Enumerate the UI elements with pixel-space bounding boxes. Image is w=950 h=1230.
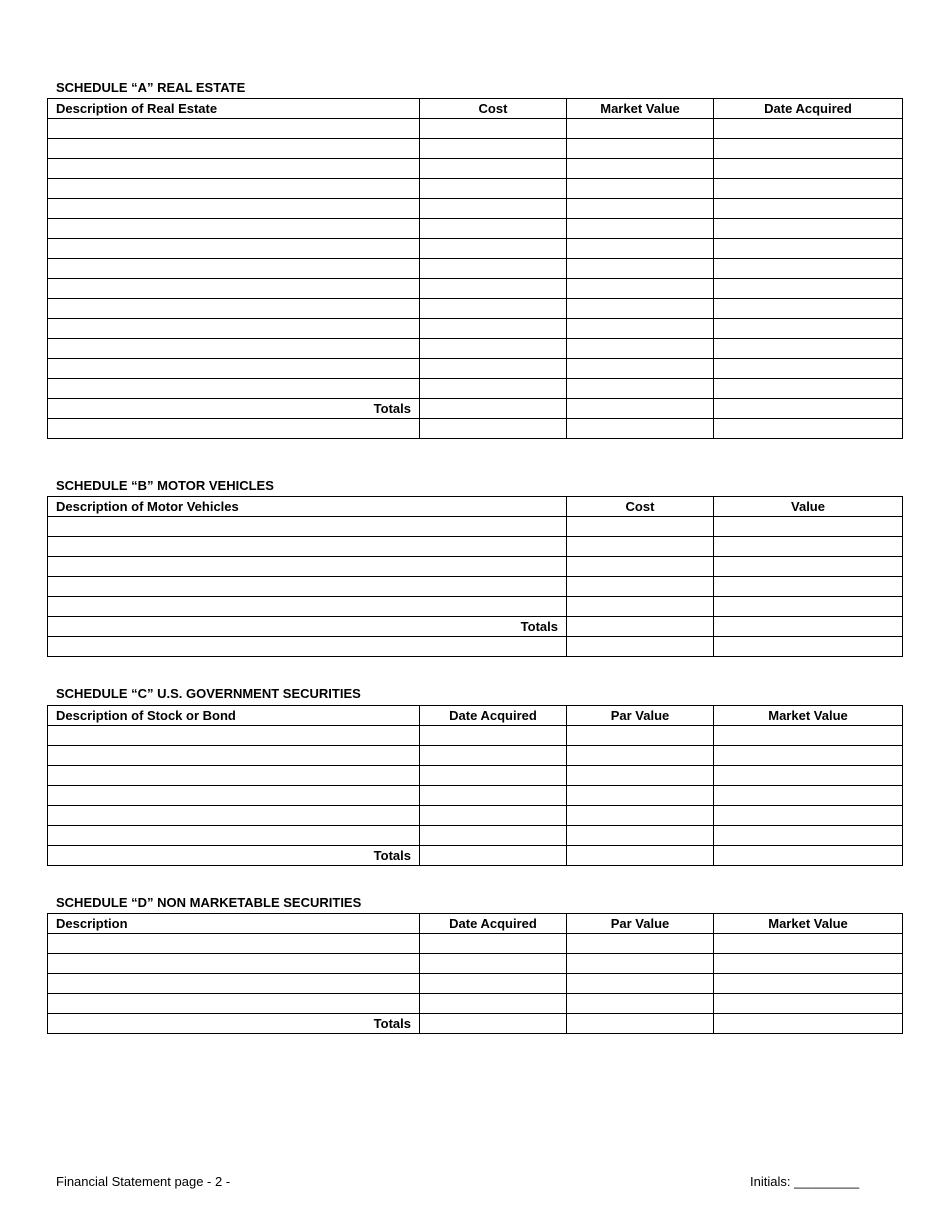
table-cell[interactable] — [714, 746, 903, 766]
table-cell[interactable] — [714, 279, 903, 299]
table-cell[interactable] — [714, 557, 903, 577]
totals-row — [48, 399, 903, 419]
table-cell[interactable] — [48, 577, 567, 597]
column-header-par-value: Par Value — [567, 706, 714, 726]
table-cell[interactable] — [567, 517, 714, 537]
table-cell[interactable] — [48, 279, 420, 299]
table-row — [48, 806, 903, 826]
table-row — [48, 557, 903, 577]
table-cell[interactable] — [567, 974, 714, 994]
column-header-date-acquired: Date Acquired — [420, 706, 567, 726]
table-cell[interactable] — [567, 279, 714, 299]
table-cell[interactable] — [567, 179, 714, 199]
totals-cell[interactable] — [420, 1014, 567, 1034]
table-cell[interactable] — [420, 119, 567, 139]
totals-cell[interactable] — [567, 1014, 714, 1034]
table-row — [48, 597, 903, 617]
table-cell[interactable] — [48, 219, 420, 239]
table-cell[interactable] — [567, 994, 714, 1014]
totals-row — [48, 846, 903, 866]
table-cell[interactable] — [714, 597, 903, 617]
table-cell[interactable] — [420, 319, 567, 339]
table-cell[interactable] — [48, 557, 567, 577]
table-row — [48, 379, 903, 399]
table-row — [48, 517, 903, 537]
table-row — [48, 746, 903, 766]
table-cell[interactable] — [567, 557, 714, 577]
table-cell[interactable] — [48, 537, 567, 557]
table-cell[interactable] — [48, 974, 420, 994]
table-cell[interactable] — [420, 379, 567, 399]
table-cell[interactable] — [714, 994, 903, 1014]
table-row — [48, 359, 903, 379]
table-cell[interactable] — [48, 766, 420, 786]
schedule-b-table — [47, 496, 903, 657]
schedule-c-table — [47, 705, 903, 866]
table-cell[interactable] — [48, 786, 420, 806]
table-cell[interactable] — [567, 934, 714, 954]
footer-page-label: Financial Statement page - 2 - — [56, 1174, 231, 1189]
table-cell[interactable] — [420, 806, 567, 826]
table-cell[interactable] — [714, 199, 903, 219]
table-cell[interactable] — [48, 299, 420, 319]
totals-cell[interactable] — [567, 617, 714, 637]
table-cell[interactable] — [567, 806, 714, 826]
table-cell[interactable] — [714, 806, 903, 826]
column-header-description: Description of Stock or Bond — [48, 706, 420, 726]
table-cell[interactable] — [714, 766, 903, 786]
schedule-c-body — [48, 726, 903, 866]
table-cell[interactable] — [48, 319, 420, 339]
table-cell[interactable] — [48, 419, 420, 439]
table-cell[interactable] — [714, 139, 903, 159]
table-row — [48, 994, 903, 1014]
table-cell[interactable] — [48, 954, 420, 974]
table-cell[interactable] — [420, 179, 567, 199]
table-row — [48, 537, 903, 557]
table-cell[interactable] — [48, 139, 420, 159]
column-header-par-value: Par Value — [567, 914, 714, 934]
table-cell[interactable] — [567, 597, 714, 617]
table-cell[interactable] — [420, 339, 567, 359]
table-cell[interactable] — [567, 537, 714, 557]
table-cell[interactable] — [567, 746, 714, 766]
table-cell[interactable] — [420, 934, 567, 954]
table-cell[interactable] — [714, 179, 903, 199]
table-cell[interactable] — [567, 139, 714, 159]
table-cell[interactable] — [48, 826, 420, 846]
table-cell[interactable] — [48, 934, 420, 954]
table-cell[interactable] — [714, 577, 903, 597]
column-header-description: Description of Real Estate — [48, 99, 420, 119]
totals-row — [48, 617, 903, 637]
table-cell[interactable] — [714, 974, 903, 994]
totals-cell[interactable] — [567, 846, 714, 866]
table-cell[interactable] — [420, 239, 567, 259]
schedule-d-title: SCHEDULE “D” NON MARKETABLE SECURITIES — [56, 895, 362, 910]
table-row — [48, 319, 903, 339]
table-cell[interactable] — [714, 934, 903, 954]
table-row — [48, 199, 903, 219]
table-cell[interactable] — [420, 419, 567, 439]
table-cell[interactable] — [420, 826, 567, 846]
table-row — [48, 279, 903, 299]
table-cell[interactable] — [420, 159, 567, 179]
table-header-row — [48, 914, 903, 934]
table-row — [48, 419, 903, 439]
table-row — [48, 259, 903, 279]
table-cell[interactable] — [420, 139, 567, 159]
table-cell[interactable] — [567, 637, 714, 657]
table-row — [48, 339, 903, 359]
column-header-value: Value — [714, 497, 903, 517]
table-row — [48, 179, 903, 199]
table-cell[interactable] — [48, 637, 567, 657]
table-cell[interactable] — [714, 954, 903, 974]
table-cell[interactable] — [48, 379, 420, 399]
totals-cell[interactable] — [567, 399, 714, 419]
table-cell[interactable] — [567, 299, 714, 319]
table-cell[interactable] — [48, 259, 420, 279]
table-row — [48, 786, 903, 806]
totals-cell[interactable] — [420, 846, 567, 866]
column-header-description: Description of Motor Vehicles — [48, 497, 567, 517]
table-cell[interactable] — [714, 219, 903, 239]
table-cell[interactable] — [567, 119, 714, 139]
totals-cell[interactable] — [714, 1014, 903, 1034]
table-cell[interactable] — [714, 379, 903, 399]
table-cell[interactable] — [714, 259, 903, 279]
table-cell[interactable] — [48, 806, 420, 826]
table-row — [48, 826, 903, 846]
table-row — [48, 974, 903, 994]
table-cell[interactable] — [714, 359, 903, 379]
table-cell[interactable] — [420, 279, 567, 299]
table-cell[interactable] — [48, 159, 420, 179]
table-cell[interactable] — [48, 597, 567, 617]
schedule-d-body — [48, 934, 903, 1034]
table-cell[interactable] — [567, 339, 714, 359]
column-header-cost: Cost — [420, 99, 567, 119]
table-cell[interactable] — [567, 319, 714, 339]
table-cell[interactable] — [567, 239, 714, 259]
table-cell[interactable] — [420, 299, 567, 319]
schedule-a-title: SCHEDULE “A” REAL ESTATE — [56, 80, 246, 95]
table-cell[interactable] — [420, 974, 567, 994]
table-cell[interactable] — [48, 746, 420, 766]
totals-label: Totals — [48, 617, 567, 637]
table-cell[interactable] — [567, 219, 714, 239]
table-cell[interactable] — [567, 419, 714, 439]
table-cell[interactable] — [420, 766, 567, 786]
table-cell[interactable] — [420, 219, 567, 239]
totals-cell[interactable] — [714, 399, 903, 419]
column-header-market-value: Market Value — [567, 99, 714, 119]
table-cell[interactable] — [714, 339, 903, 359]
table-cell[interactable] — [567, 199, 714, 219]
column-header-date-acquired: Date Acquired — [420, 914, 567, 934]
table-cell[interactable] — [567, 379, 714, 399]
table-row — [48, 139, 903, 159]
table-cell[interactable] — [567, 359, 714, 379]
table-cell[interactable] — [48, 517, 567, 537]
schedule-d-table — [47, 913, 903, 1034]
table-cell[interactable] — [714, 637, 903, 657]
table-row — [48, 954, 903, 974]
column-header-market-value: Market Value — [714, 706, 903, 726]
table-cell[interactable] — [567, 259, 714, 279]
table-cell[interactable] — [714, 419, 903, 439]
totals-cell[interactable] — [714, 617, 903, 637]
totals-label: Totals — [48, 1014, 420, 1034]
table-cell[interactable] — [420, 726, 567, 746]
table-cell[interactable] — [420, 786, 567, 806]
totals-cell[interactable] — [420, 399, 567, 419]
table-cell[interactable] — [714, 319, 903, 339]
table-row — [48, 119, 903, 139]
column-header-date-acquired: Date Acquired — [714, 99, 903, 119]
table-cell[interactable] — [48, 179, 420, 199]
table-cell[interactable] — [714, 826, 903, 846]
table-row — [48, 934, 903, 954]
table-row — [48, 637, 903, 657]
table-row — [48, 766, 903, 786]
table-cell[interactable] — [48, 339, 420, 359]
table-row — [48, 159, 903, 179]
table-cell[interactable] — [567, 766, 714, 786]
totals-label: Totals — [48, 846, 420, 866]
table-cell[interactable] — [567, 726, 714, 746]
table-row — [48, 239, 903, 259]
column-header-market-value: Market Value — [714, 914, 903, 934]
table-cell[interactable] — [420, 359, 567, 379]
column-header-description: Description — [48, 914, 420, 934]
table-cell[interactable] — [420, 954, 567, 974]
table-cell[interactable] — [714, 517, 903, 537]
table-cell[interactable] — [48, 119, 420, 139]
footer-initials-label: Initials: _________ — [750, 1174, 860, 1189]
totals-row — [48, 1014, 903, 1034]
schedule-a-body — [48, 119, 903, 439]
totals-cell[interactable] — [714, 846, 903, 866]
schedule-c-title: SCHEDULE “C” U.S. GOVERNMENT SECURITIES — [56, 686, 361, 701]
schedule-b-body — [48, 517, 903, 657]
column-header-cost: Cost — [567, 497, 714, 517]
table-cell[interactable] — [567, 577, 714, 597]
table-cell[interactable] — [420, 199, 567, 219]
table-row — [48, 219, 903, 239]
table-row — [48, 299, 903, 319]
table-cell[interactable] — [714, 726, 903, 746]
table-cell[interactable] — [714, 119, 903, 139]
table-cell[interactable] — [714, 159, 903, 179]
table-cell[interactable] — [48, 199, 420, 219]
table-cell[interactable] — [714, 786, 903, 806]
table-cell[interactable] — [567, 786, 714, 806]
table-header-row — [48, 497, 903, 517]
totals-label: Totals — [48, 399, 420, 419]
table-cell[interactable] — [420, 994, 567, 1014]
table-cell[interactable] — [48, 239, 420, 259]
table-cell[interactable] — [48, 726, 420, 746]
table-cell[interactable] — [48, 994, 420, 1014]
table-header-row — [48, 99, 903, 119]
table-row — [48, 726, 903, 746]
table-cell[interactable] — [48, 359, 420, 379]
schedule-b-title: SCHEDULE “B” MOTOR VEHICLES — [56, 478, 274, 493]
table-row — [48, 577, 903, 597]
schedule-a-table — [47, 98, 903, 439]
table-cell[interactable] — [714, 299, 903, 319]
table-cell[interactable] — [714, 537, 903, 557]
table-cell[interactable] — [567, 954, 714, 974]
table-cell[interactable] — [420, 746, 567, 766]
table-header-row — [48, 706, 903, 726]
table-cell[interactable] — [567, 159, 714, 179]
table-cell[interactable] — [714, 239, 903, 259]
table-cell[interactable] — [420, 259, 567, 279]
table-cell[interactable] — [567, 826, 714, 846]
